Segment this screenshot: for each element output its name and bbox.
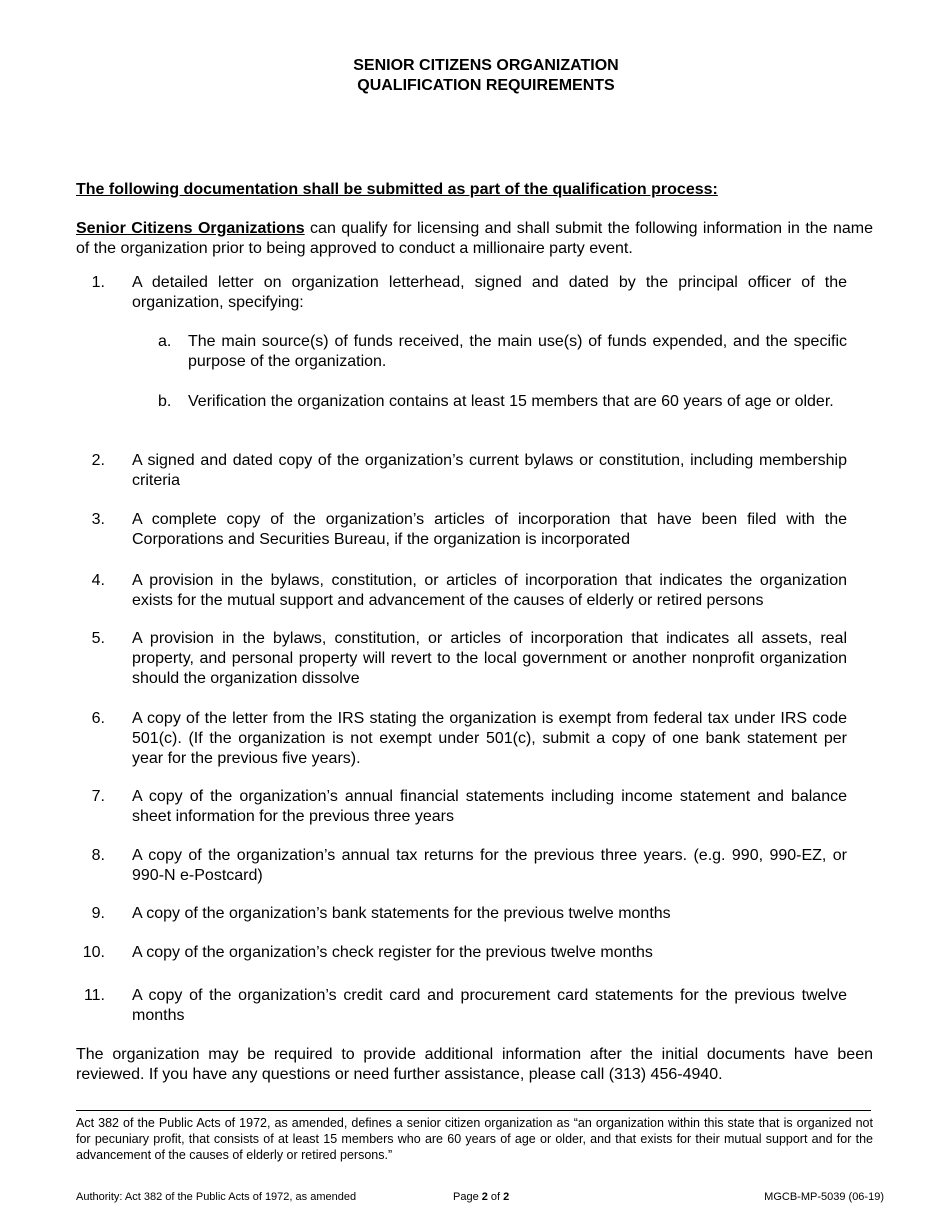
footer-page-number bbox=[453, 1191, 509, 1203]
footer-form-id: MGCB-MP-5039 (06-19) bbox=[764, 1191, 884, 1203]
list-item-11 bbox=[76, 986, 847, 1026]
list-item-8 bbox=[76, 846, 847, 886]
page-prefix: Page bbox=[453, 1191, 482, 1203]
list-item-number: 10. bbox=[82, 944, 105, 961]
sub-item-letter: a. bbox=[158, 333, 172, 350]
list-item-3 bbox=[76, 510, 847, 550]
list-item-text: A complete copy of the organization’s articles of incorporation that have been filed with the Corporations and Securities Bureau, if the organization is incorporated bbox=[132, 511, 847, 548]
list-item-text: A copy of the organization’s annual financial statements including income statement and balance sheet information for the previous three years bbox=[132, 788, 847, 825]
sub-item-a bbox=[158, 332, 847, 372]
intro-text: can qualify for licensing and shall submit the following information in the name of the organization prior to being approved to conduct a millionaire party event. bbox=[76, 220, 874, 257]
footnote-divider bbox=[76, 1110, 871, 1111]
section-heading: The following documentation shall be submitted as part of the qualification process: bbox=[76, 181, 718, 198]
page-sep: of bbox=[487, 1191, 504, 1203]
list-item-number: 5. bbox=[91, 630, 105, 647]
list-item-text: A copy of the organization’s check register for the previous twelve months bbox=[132, 944, 653, 961]
list-item-5 bbox=[76, 629, 847, 689]
list-item-text: A copy of the letter from the IRS stating the organization is exempt from federal tax under IRS code 501(c). (If the organization is not exempt under 501(c), submit a copy of one bank statement per year for the previous five years). bbox=[132, 710, 847, 767]
list-item-1 bbox=[76, 273, 847, 313]
list-item-number: 1. bbox=[91, 274, 105, 291]
list-item-number: 6. bbox=[91, 710, 105, 727]
list-item-number: 4. bbox=[91, 572, 105, 589]
intro-paragraph bbox=[76, 219, 873, 259]
list-item-number: 7. bbox=[91, 788, 105, 805]
list-item-text: A detailed letter on organization letterhead, signed and dated by the principal officer of the organization, specifying: bbox=[132, 274, 847, 311]
page-current: 2 bbox=[481, 1191, 488, 1203]
page-total: 2 bbox=[503, 1191, 510, 1203]
list-item-number: 11. bbox=[83, 987, 105, 1004]
list-item-text: A provision in the bylaws, constitution, or articles of incorporation that indicates all assets, real property, and personal property will revert to the local government or another nonprofit organization should the organization dissolve bbox=[132, 630, 847, 687]
closing-paragraph: The organization may be required to provide additional information after the initial documents have been reviewed. If you have any questions or need further assistance, please call (313) 456-4940. bbox=[76, 1046, 873, 1083]
list-item-text: A provision in the bylaws, constitution, or articles of incorporation that indicates the organization exists for the mutual support and advancement of the causes of elderly or retired persons bbox=[132, 572, 847, 609]
title-line-2: QUALIFICATION REQUIREMENTS bbox=[357, 77, 615, 94]
sub-item-letter: b. bbox=[158, 393, 172, 410]
document-title bbox=[0, 56, 950, 96]
list-item-text: A copy of the organization’s bank statements for the previous twelve months bbox=[132, 905, 671, 922]
footnote: Act 382 of the Public Acts of 1972, as amended, defines a senior citizen organization as “an organization within this state that is organized not for pecuniary profit, that consists of at least 15 members who are 60 years of age or older, and that exists for their mutual support and for the advancement of the causes of elderly or retired persons.” bbox=[76, 1116, 873, 1162]
list-item-text: A copy of the organization’s annual tax returns for the previous three years. (e.g. 990, 990-EZ, or 990-N e-Postcard) bbox=[132, 847, 847, 884]
list-item-number: 2. bbox=[91, 452, 105, 469]
list-item-number: 9. bbox=[91, 905, 105, 922]
list-item-text: A copy of the organization’s credit card and procurement card statements for the previous twelve months bbox=[132, 987, 847, 1024]
list-item-6 bbox=[76, 709, 847, 769]
list-item-10 bbox=[76, 943, 847, 963]
sub-item-b bbox=[158, 392, 847, 412]
list-item-text: A signed and dated copy of the organization’s current bylaws or constitution, including membership criteria bbox=[132, 452, 847, 489]
list-item-number: 8. bbox=[91, 847, 105, 864]
list-item-number: 3. bbox=[91, 511, 105, 528]
sub-item-text: Verification the organization contains at least 15 members that are 60 years of age or older. bbox=[188, 393, 834, 410]
list-item-7 bbox=[76, 787, 847, 827]
title-line-1: SENIOR CITIZENS ORGANIZATION bbox=[353, 57, 619, 74]
intro-lead: Senior Citizens Organizations bbox=[76, 220, 305, 237]
sub-item-text: The main source(s) of funds received, the main use(s) of funds expended, and the specific purpose of the organization. bbox=[188, 333, 847, 370]
footer-authority: Authority: Act 382 of the Public Acts of 1972, as amended bbox=[76, 1191, 357, 1203]
list-item-4 bbox=[76, 571, 847, 611]
list-item-9 bbox=[76, 904, 847, 924]
list-item-2 bbox=[76, 451, 847, 491]
